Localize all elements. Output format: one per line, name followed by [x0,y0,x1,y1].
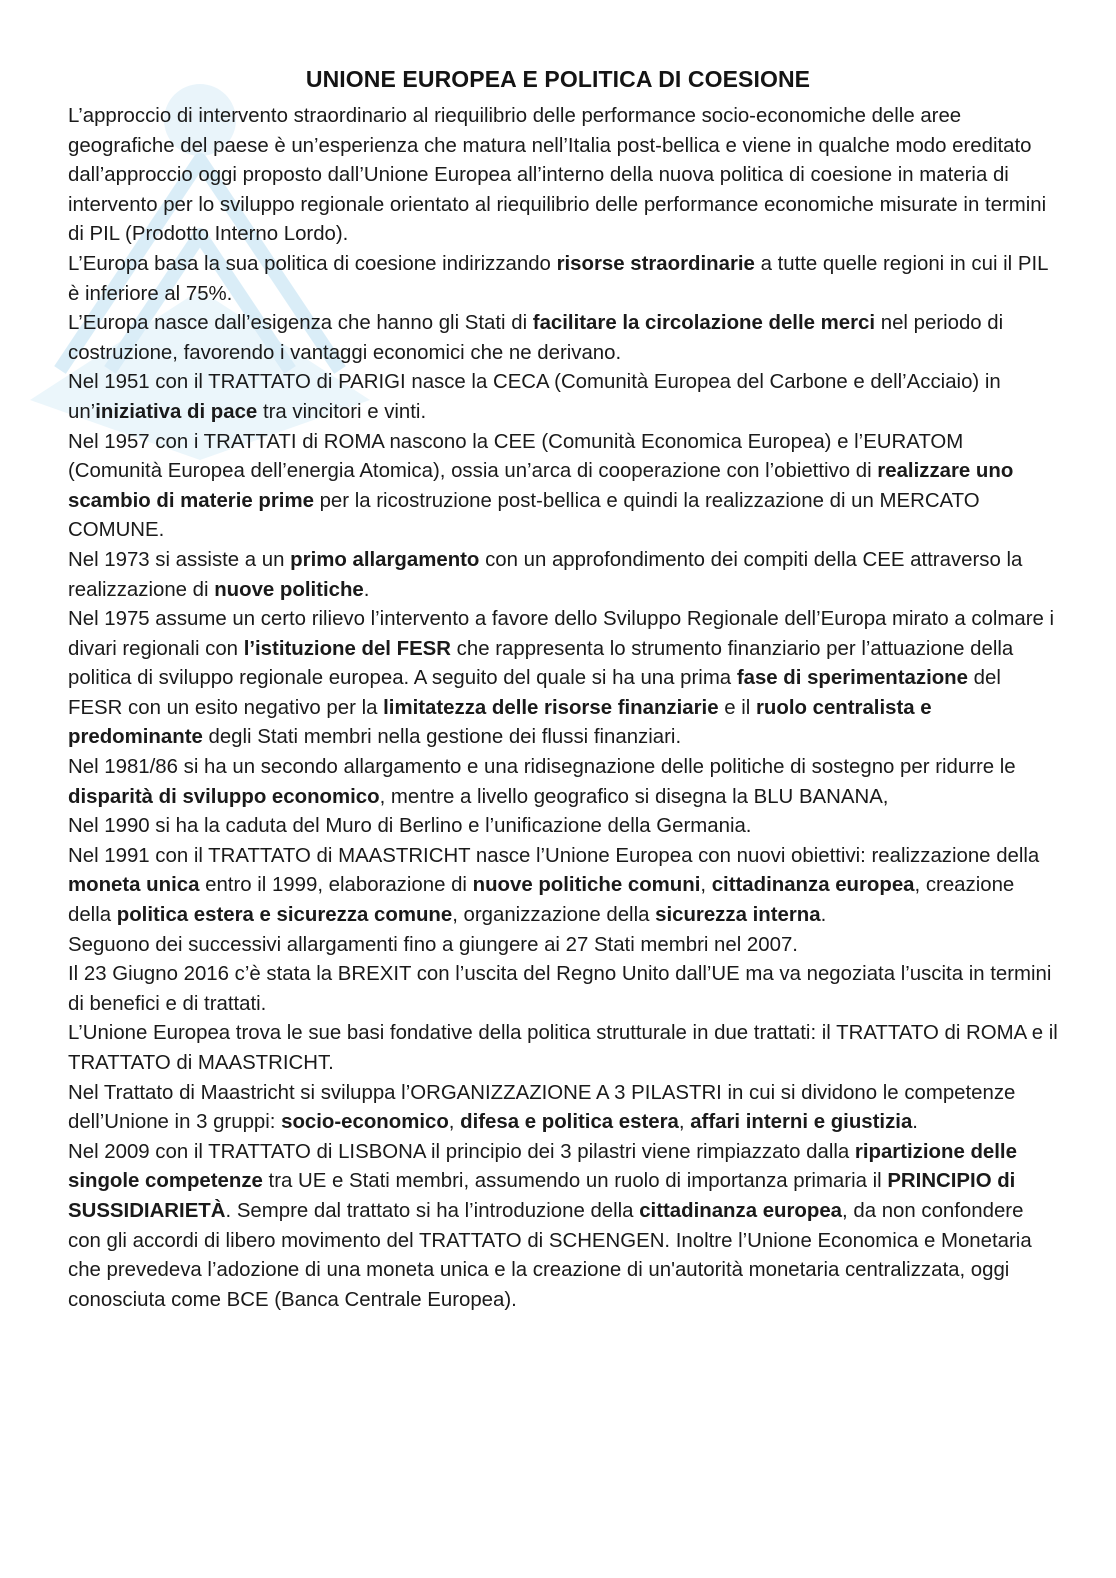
bold-text: facilitare la circolazione delle merci [532,312,876,335]
bold-text: sicurezza interna [655,904,821,927]
paragraph-intro [68,102,1058,250]
bold-text: ripartizione delle singole competenze [68,1140,1017,1193]
paragraph-origin [68,309,1058,368]
paragraph-1991 [68,842,1058,931]
text-run: per la ricostruzione post-bellica e quindi la realizzazione di un MERCATO COMUNE. [68,489,980,542]
text-run: nel periodo di costruzione, favorendo i vantaggi economici che ne derivano. [68,312,1004,364]
text-run: L’Europa basa la sua politica di coesione indirizzando [68,252,557,275]
text-run: Seguono dei successivi allargamenti fino a giungere ai 27 Stati membri nel 2007. [68,933,798,956]
text-run: degli Stati membri nella gestione dei flussi finanziari. [202,726,682,749]
bold-text: l’istituzione del FESR [243,637,452,660]
text-run: . [912,1111,918,1134]
text-run: Nel 2009 con il TRATTATO di LISBONA il principio dei 3 pilastri viene rimpiazzato dalla [68,1140,855,1163]
paragraph-pillars [68,1079,1058,1138]
bold-text: primo allargamento [290,548,480,571]
bold-text: fase di sperimentazione [736,667,968,690]
bold-text: ruolo centralista e predominante [68,696,932,749]
text-run: Nel 1957 con i TRATTATI di ROMA nascono la CEE (Comunità Economica Europea) e l’EURATOM (Comunità Europea dell’energia Atomica), ossia un’arca di cooperazione con l’obiettivo di [68,430,964,483]
bold-text: realizzare uno scambio di materie prime [68,460,1014,512]
text-run: , creazione della [68,874,1015,927]
paragraph-enlargements [68,931,1058,961]
bold-text: risorse straordinarie [556,252,755,275]
paragraph-cohesion-policy [68,250,1058,309]
text-run: . [363,578,370,601]
bold-text: cittadinanza europea [711,874,915,897]
text-run: e il [718,696,756,719]
text-run: che rappresenta lo strumento finanziario per l’attuazione della politica di sviluppo regionale europea. A seguito del quale si ha una prima [68,637,1014,690]
text-run: L’approccio di intervento straordinario al riequilibrio delle performance socio-economiche delle aree geografiche del paese è un’esperienza che matura nell’Italia post-bellica e viene in qualche modo ereditato dall’approccio oggi proposto dall’Unione Europea all’interno della nuova politica di coesione in materia di intervento per lo sviluppo regionale orientato al riequilibrio delle performance economiche misurate in termini di PIL (Prodotto Interno Lordo). [68,105,1047,246]
bold-text: disparità di sviluppo economico [68,785,380,808]
bold-text: difesa e politica estera [460,1111,679,1134]
bold-text: affari interni e giustizia [690,1111,913,1134]
text-run: , da non confondere con gli accordi di libero movimento del TRATTATO di SCHENGEN. Inoltre l’Unione Economica e Monetaria che prevedeva l’adozione di una moneta unica e la creazione di un'autorità monetaria centralizzata, oggi conosciuta come BCE (Banca Centrale Europea). [68,1199,1032,1311]
text-run: . [820,904,827,927]
text-run: Nel 1951 con il TRATTATO di PARIGI nasce la CECA (Comunità Europea del Carbone e dell’Acciaio) in un’ [68,371,1001,423]
paragraph-brexit [68,960,1058,1019]
paragraph-1951 [68,368,1058,427]
paragraph-1973 [68,546,1058,605]
bold-text: cittadinanza europea [639,1199,843,1222]
bold-text: nuove politiche [214,578,364,601]
text-run: con un approfondimento dei compiti della CEE attraverso la realizzazione di [68,548,1023,601]
page-title: UNIONE EUROPEA E POLITICA DI COESIONE [305,66,811,92]
paragraph-1981 [68,753,1058,812]
paragraph-1990 [68,812,1058,842]
bold-text: moneta unica [68,874,200,897]
text-run: . Sempre dal trattato si ha l’introduzione della [225,1199,640,1222]
text-run: Nel 1991 con il TRATTATO di MAASTRICHT nasce l’Unione Europea con nuovi obiettivi: realizzazione della [68,844,1040,867]
text-run: , organizzazione della [452,904,656,927]
text-run: , mentre a livello geografico si disegna la BLU BANANA, [379,785,889,808]
text-run: L’Unione Europea trova le sue basi fondative della politica strutturale in due trattati: il TRATTATO di ROMA e il TRATTATO di MAASTRICHT. [68,1022,1058,1074]
bold-text: socio-economico [281,1111,449,1134]
text-run: , [678,1111,691,1134]
paragraph-foundations [68,1019,1058,1078]
text-run: Nel Trattato di Maastricht si sviluppa l’ORGANIZZAZIONE A 3 PILASTRI in cui si dividono le competenze dell’Unione in 3 gruppi: [68,1081,1016,1134]
bold-text: nuove politiche comuni [472,874,701,897]
bold-text: politica estera e sicurezza comune [116,904,453,927]
bold-text: iniziativa di pace [95,400,258,423]
text-run: Nel 1975 assume un certo rilievo l’intervento a favore dello Sviluppo Regionale dell’Europa mirato a colmare i divari regionali con [68,608,1055,660]
text-run: Nel 1973 si assiste a un [68,548,291,571]
text-run: Il 23 Giugno 2016 c’è stata la BREXIT con l’uscita del Regno Unito dall’UE ma va negoziata l’uscita in termini di benefici e di trattati. [68,963,1052,1015]
text-run: Nel 1981/86 si ha un secondo allargamento e una ridisegnazione delle politiche di sostegno per ridurre le [68,756,1016,779]
text-run: tra UE e Stati membri, assumendo un ruolo di importanza primaria il [262,1170,888,1193]
text-run: , [448,1111,461,1134]
paragraph-2009 [68,1138,1058,1316]
document-body [68,102,1058,1315]
text-run: a tutte quelle regioni in cui il PIL è inferiore al 75%. [68,252,1048,305]
text-run: tra vincitori e vinti. [257,400,427,423]
text-run: , [700,874,712,897]
paragraph-1957 [68,428,1058,546]
paragraph-1975 [68,605,1058,753]
bold-text: limitatezza delle risorse finanziarie [383,696,719,719]
bold-text: PRINCIPIO di SUSSIDIARIETÀ [68,1170,1016,1222]
text-run: del FESR con un esito negativo per la [68,667,1001,719]
text-run: Nel 1990 si ha la caduta del Muro di Berlino e l’unificazione della Germania. [68,815,752,838]
text-run: entro il 1999, elaborazione di [199,874,473,897]
text-run: L’Europa nasce dall’esigenza che hanno gli Stati di [68,312,533,335]
